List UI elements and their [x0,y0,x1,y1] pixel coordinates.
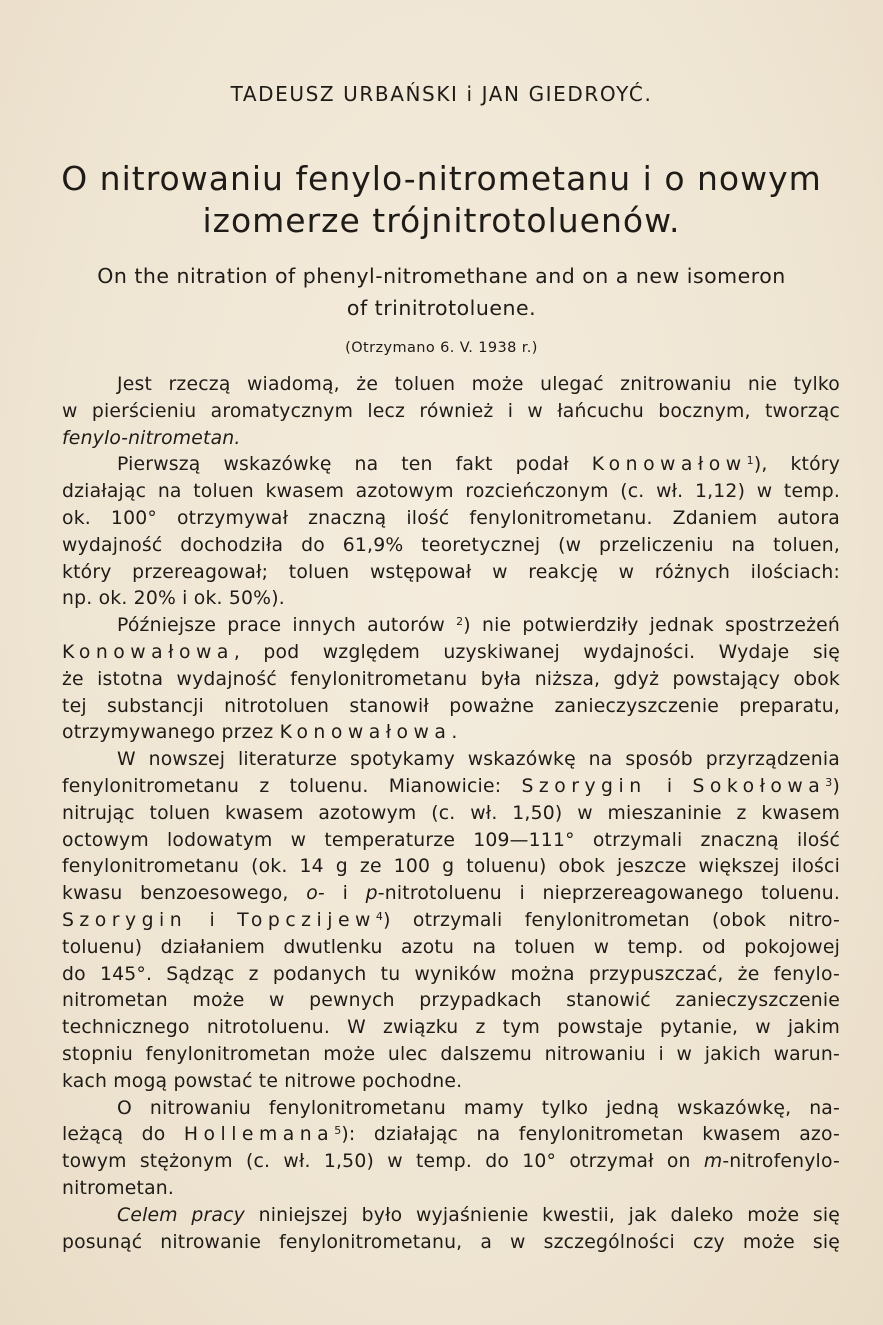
english-subtitle [0,260,883,324]
text-line: kach mogą powstać te nitrowe pochodne. [62,1070,463,1092]
text-line: że istotna wydajność fenylonitrometanu była niższa, gdyż powstający obok [62,668,840,690]
paragraph-6 [62,1203,840,1257]
text-span: niniejszej było wyjaśnienie kwestii, jak daleko może się [258,1204,841,1226]
paragraph-1 [62,372,840,452]
paragraph-3 [62,613,840,747]
footnote-ref: 1 [746,454,754,468]
text-span: towym stężonym (c. wł. 1,50) w temp. do 10° otrzymał on [62,1151,691,1173]
text-line: wydajność dochodziła do 61,9% teoretycznej (w przeliczeniu na toluen, [62,534,840,556]
received-date: (Otrzymano 6. V. 1938 r.) [345,340,538,356]
paragraph-2 [62,452,840,613]
text-span: Pierwszą wskazówkę na ten fakt podał [117,454,569,476]
authors-line: TADEUSZ URBAŃSKI i JAN GIEDROYĆ. [230,82,653,106]
text-span: ), który [753,454,841,476]
text-line [62,908,840,935]
footnote-ref: 2 [456,615,464,629]
text-span: ) otrzymali fenylonitrometan (obok nitro- [383,909,841,931]
text-line [62,720,840,747]
text-line: O nitrowaniu fenylonitrometanu mamy tylko jedną wskazówkę, na- [117,1097,840,1119]
text-line: nitrometan może w pewnych przypadkach stanowić zanieczyszczenie [62,990,840,1012]
italic-prefix: o- [306,883,325,905]
text-line: do 145°. Sądząc z podanych tu wyników można przypuszczać, że fenylo- [62,963,840,985]
text-line [62,1122,840,1149]
text-span: . [451,722,458,744]
article-body [62,372,840,1256]
text-line: toluenu) działaniem dwutlenku azotu na toluen w temp. od pokojowej [62,936,840,958]
italic-term: fenylo-nitrometan. [62,427,241,449]
author-name: Konowałowa [62,641,234,663]
text-line: octowym lodowatym w temperaturze 109—111° otrzymali znaczną ilość [62,829,840,851]
text-span: Późniejsze prace innych autorów [117,615,445,637]
text-line: który przereagował; toluen wstępował w reakcję w różnych ilościach: [62,561,840,583]
text-span: leżącą do [62,1124,166,1146]
italic-phrase: Celem pracy [117,1204,245,1226]
text-span: i [666,775,673,797]
text-line [62,640,840,667]
text-line: np. ok. 20% i ok. 50%). [62,588,285,610]
text-line: działając na toluen kwasem azotowym rozcieńczonym (c. wł. 1,12) w temp. [62,481,840,503]
text-span: fenylonitrometanu z toluenu. Mianowicie: [62,775,502,797]
text-line: W nowszej literaturze spotykamy wskazówkę na sposób przyrządzenia [117,749,840,771]
text-line [62,1203,840,1230]
article-title [0,158,883,242]
author-name: Szorygin [62,909,188,931]
footnote-ref: 4 [375,909,384,923]
title-line-2: izomerze trójnitrotoluenów. [202,201,681,240]
text-line: nitrometan. [62,1177,175,1199]
author-name: Sokołowa [692,775,826,797]
footnote-ref: 3 [825,775,833,789]
author-name: Konowałowa [279,722,452,744]
italic-prefix: m [703,1151,723,1173]
text-span: ) [832,775,841,797]
text-line [62,1149,840,1176]
text-span: kwasu benzoesowego, [62,883,289,905]
text-line: fenylonitrometanu (ok. 14 g ze 100 g toluenu) obok jeszcze większej ilości [62,856,840,878]
text-span: , pod względem uzyskiwanej wydajności. Wydaje się [233,641,840,663]
text-line: posunąć nitrowanie fenylonitrometanu, a w szczególności czy może się [62,1231,840,1253]
text-span: i [209,909,215,931]
text-line [62,452,840,479]
text-span: ): działając na fenylonitrometan kwasem azo- [341,1124,840,1146]
text-line [62,426,840,453]
text-line [62,774,840,801]
footnote-ref: 5 [334,1124,342,1138]
author-name: Szorygin [521,775,647,797]
paragraph-5 [62,1096,840,1203]
text-span: -nitrofenylo- [722,1151,840,1173]
paragraph-4 [62,747,840,1095]
author-name: Konowałow [591,454,747,476]
subtitle-line-1: On the nitration of phenyl-nitromethane and on a new isomeron [97,264,786,288]
text-line: Jest rzeczą wiadomą, że toluen może ulegać znitrowaniu nie tylko [117,374,840,395]
text-line: tej substancji nitrotoluen stanowił poważne zanieczyszczenie preparatu, [62,695,840,717]
text-span: otrzymywanego przez [62,722,274,744]
text-line: technicznego nitrotoluenu. W związku z tym powstaje pytanie, w jakim [62,1017,840,1039]
text-line: w pierścieniu aromatycznym lecz również i w łańcuchu bocznym, tworząc [62,400,840,422]
author-name: Topczijew [237,909,376,931]
text-line: ok. 100° otrzymywał znaczną ilość fenylonitrometanu. Zdaniem autora [62,507,840,529]
text-span: i [342,883,348,905]
text-line [62,613,840,640]
text-line [62,881,840,908]
author-name: Hollemana [183,1124,335,1146]
text-span: -nitrotoluenu i nieprzereagowanego toluenu. [377,883,840,905]
text-line: stopniu fenylonitrometan może ulec dalszemu nitrowaniu i w jakich warun- [62,1043,840,1065]
title-line-1: O nitrowaniu fenylo-nitrometanu i o nowym [61,159,822,198]
subtitle-line-2: of trinitrotoluene. [346,296,537,320]
text-line: nitrując toluen kwasem azotowym (c. wł. 1,50) w mieszaninie z kwasem [62,802,840,824]
italic-prefix: p [365,883,378,905]
text-span: ) nie potwierdziły jednak spostrzeżeń [463,615,840,637]
